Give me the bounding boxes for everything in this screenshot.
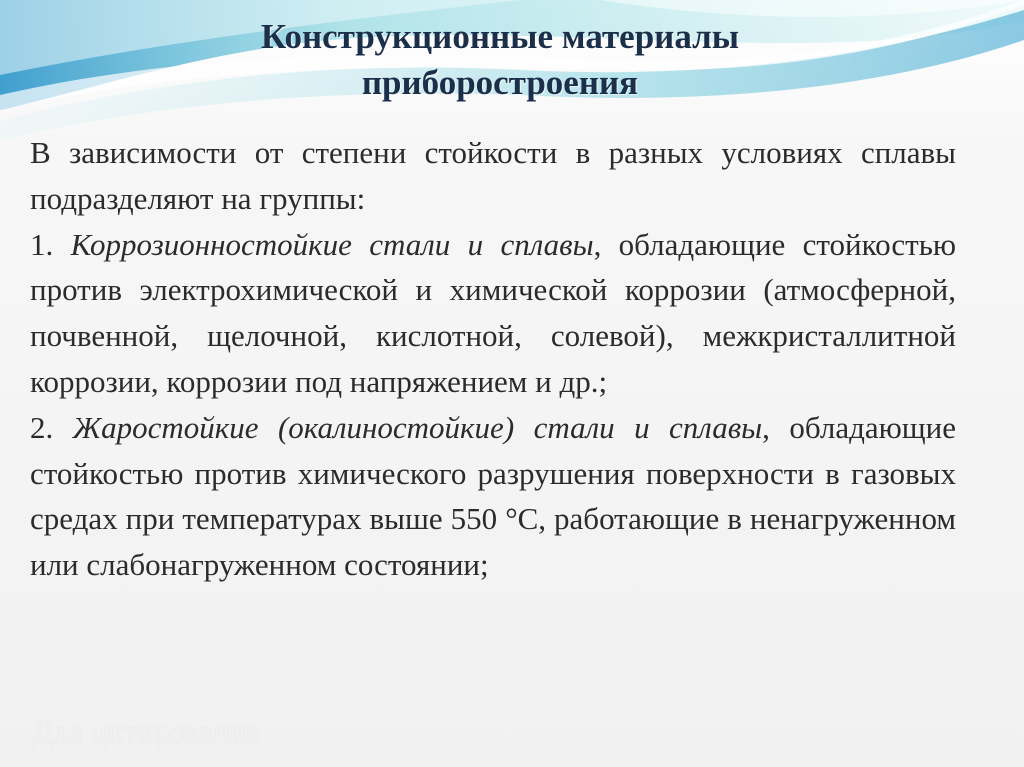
slide-body	[30, 130, 956, 588]
slide-title	[150, 14, 850, 106]
slide-title-line-1: Конструкционные материалы	[260, 17, 740, 56]
list-item-2	[30, 405, 956, 588]
list-item-2-term: Жаростойкие (окалиностойкие) стали и сплавы	[72, 409, 763, 445]
intro-paragraph: В зависимости от степени стойкости в разных условиях сплавы подразделяют на группы:	[30, 135, 956, 216]
list-item-2-text: , обладающие стойкостью против химического разрушения поверхности в газовых средах при температурах выше 550 °С, работающие в ненагруженном или слабонагруженном состоянии;	[30, 409, 956, 583]
list-item-1-number: 1.	[30, 226, 54, 262]
list-item-1-text: , обладающие стойкостью против электрохимической и химической коррозии (атмосферной, почвенной, щелочной, кислотной, солевой), межкристаллитной коррозии, коррозии под напряжением и др.;	[30, 226, 957, 399]
list-item-1-term: Коррозионностойкие стали и сплавы	[70, 226, 594, 262]
list-item-2-number: 2.	[30, 409, 54, 445]
list-item-1	[30, 222, 956, 405]
watermark-text: Для цитирования	[32, 714, 261, 749]
slide-title-line-2: приборостроения	[361, 63, 639, 102]
